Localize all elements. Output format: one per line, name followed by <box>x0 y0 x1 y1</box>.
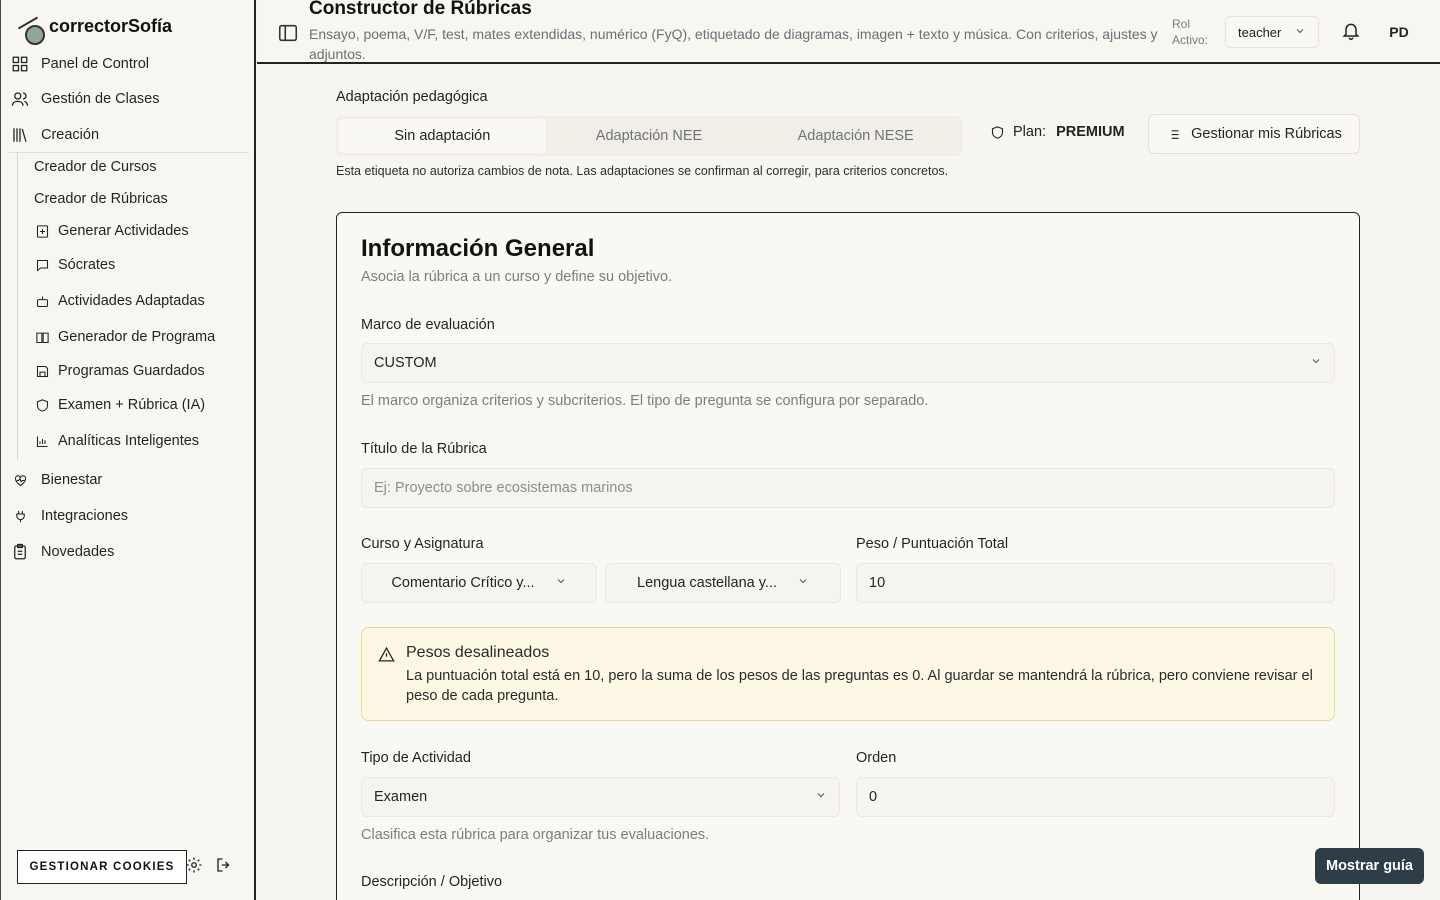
sidebar-item-wellbeing[interactable] <box>9 469 102 491</box>
order-input[interactable]: 0 <box>856 777 1335 817</box>
list-icon <box>1166 127 1181 142</box>
sidebar-item-label: Gestión de Clases <box>41 91 160 107</box>
sidebar-item-label: Sócrates <box>58 257 116 273</box>
brand-name: correctorSofía <box>49 15 173 36</box>
sidebar-subitem-saved-programs[interactable] <box>34 363 205 379</box>
rubric-title-input[interactable]: Ej: Proyecto sobre ecosistemas marinos <box>361 468 1335 508</box>
course-subject-label: Curso y Asignatura <box>361 536 484 552</box>
framework-value: CUSTOM <box>374 355 437 371</box>
sidebar-item-label: Generar Actividades <box>58 223 189 239</box>
gear-icon[interactable] <box>183 854 205 876</box>
show-guide-button[interactable]: Mostrar guía <box>1315 848 1424 884</box>
order-label: Orden <box>856 750 897 766</box>
sidebar-item-label: Examen + Rúbrica (IA) <box>58 397 206 413</box>
bar-chart-icon <box>34 433 50 449</box>
sidebar-subitem-analytics[interactable] <box>34 433 199 449</box>
warning-body: La puntuación total está en 10, pero la suma de los pesos de las preguntas es 0. Al guardar se mantendrá la rúbrica, pero conviene revisar el peso de cada pregunta. <box>406 668 1313 704</box>
card-title: Información General <box>361 235 595 262</box>
sidebar-item-dashboard[interactable] <box>9 53 149 75</box>
activity-type-label: Tipo de Actividad <box>361 750 471 766</box>
chevron-down-icon <box>1294 25 1306 40</box>
plan-badge <box>990 124 1125 140</box>
save-icon <box>34 363 50 379</box>
sidebar-subitem-generate-activities[interactable] <box>34 223 189 239</box>
role-label: Rol Activo: <box>1172 17 1209 47</box>
warning-triangle-icon <box>378 646 395 668</box>
general-info-card <box>336 212 1360 900</box>
brand[interactable] <box>15 12 172 46</box>
tab-adaptation-nese[interactable]: Adaptación NESE <box>797 128 914 144</box>
sidebar-item-label: Panel de Control <box>41 56 150 72</box>
sidebar-subitem-adapted-activities[interactable] <box>34 293 205 309</box>
framework-select[interactable] <box>361 343 1335 383</box>
rubric-title-label: Título de la Rúbrica <box>361 441 487 457</box>
manage-rubrics-label: Gestionar mis Rúbricas <box>1191 126 1342 142</box>
plug-icon <box>9 505 31 527</box>
book-icon <box>34 329 50 345</box>
sidebar-subitem-program-generator[interactable] <box>34 329 215 345</box>
sidebar-item-label: Actividades Adaptadas <box>58 293 205 309</box>
chevron-down-icon <box>555 575 567 591</box>
brand-logo-icon <box>15 12 45 46</box>
logout-icon[interactable] <box>213 854 235 876</box>
role-value: teacher <box>1238 24 1282 40</box>
activity-hint: Clasifica esta rúbrica para organizar tus evaluaciones. <box>361 827 710 843</box>
sidebar-subitem-exam-rubric-ai[interactable] <box>34 397 205 413</box>
subject-select[interactable] <box>605 563 841 603</box>
sidebar-subitem-socrates[interactable] <box>34 257 115 273</box>
subject-value: Lengua castellana y... <box>637 575 777 591</box>
dashboard-icon <box>9 53 31 75</box>
page-title: Constructor de Rúbricas <box>309 0 532 19</box>
weight-input[interactable]: 10 <box>856 563 1335 603</box>
heart-pulse-icon <box>9 469 31 491</box>
avatar[interactable]: PD <box>1389 24 1409 40</box>
card-subtitle: Asocia la rúbrica a un curso y define su objetivo. <box>361 269 673 285</box>
description-label: Descripción / Objetivo <box>361 874 503 890</box>
submenu-guide-line <box>17 152 18 460</box>
manage-cookies-button[interactable]: GESTIONAR COOKIES <box>17 850 187 884</box>
sidebar-toggle-icon[interactable] <box>277 22 299 44</box>
sidebar <box>0 0 256 900</box>
plan-label: Plan: <box>1013 124 1047 140</box>
chevron-down-icon <box>797 575 809 591</box>
adaptation-segmented-control <box>336 116 962 156</box>
sidebar-item-label: Creador de Cursos <box>34 159 157 175</box>
plan-value: PREMIUM <box>1056 124 1125 140</box>
sidebar-item-label: Programas Guardados <box>58 363 205 379</box>
robot-icon <box>34 293 50 309</box>
sidebar-item-label: Novedades <box>41 544 115 560</box>
sidebar-item-classes[interactable] <box>9 88 159 110</box>
adaptation-label: Adaptación pedagógica <box>336 89 488 105</box>
library-icon <box>9 124 31 146</box>
shield-icon <box>990 125 1005 140</box>
sidebar-item-news[interactable] <box>9 541 114 563</box>
chevron-down-icon <box>815 789 827 805</box>
sidebar-item-label: Creador de Rúbricas <box>34 191 168 207</box>
message-icon <box>34 257 50 273</box>
role-select[interactable] <box>1225 16 1319 48</box>
warning-title: Pesos desalineados <box>406 644 550 661</box>
sidebar-item-integrations[interactable] <box>9 505 128 527</box>
tab-adaptation-nee[interactable]: Adaptación NEE <box>595 128 703 144</box>
shield-icon <box>34 397 50 413</box>
sidebar-item-label: Creación <box>41 127 100 143</box>
weights-warning <box>361 627 1335 721</box>
framework-label: Marco de evaluación <box>361 317 495 333</box>
course-select[interactable] <box>361 563 597 603</box>
course-value: Comentario Crítico y... <box>391 575 535 591</box>
chevron-down-icon <box>1310 355 1322 371</box>
page-subtitle: Ensayo, poema, V/F, test, mates extendidas, numérico (FyQ), etiquetado de diagramas, imagen + texto y música. Con criterios, ajustes y adjuntos. <box>309 26 1158 62</box>
sidebar-item-label: Integraciones <box>41 508 129 524</box>
weight-label: Peso / Puntuación Total <box>856 536 1009 552</box>
activity-type-value: Examen <box>374 789 428 805</box>
top-header <box>257 0 1440 64</box>
activity-type-select[interactable] <box>361 777 840 817</box>
clipboard-icon <box>9 541 31 563</box>
divider <box>9 152 249 153</box>
tab-no-adaptation[interactable]: Sin adaptación <box>339 119 546 153</box>
adaptation-note: Esta etiqueta no autoriza cambios de nota. Las adaptaciones se confirman al corregir, para criterios concretos. <box>336 164 949 178</box>
file-plus-icon <box>34 223 50 239</box>
sidebar-item-label: Generador de Programa <box>58 329 216 345</box>
users-icon <box>9 88 31 110</box>
sidebar-item-label: Bienestar <box>41 472 103 488</box>
sidebar-item-label: Analíticas Inteligentes <box>58 433 200 449</box>
framework-hint: El marco organiza criterios y subcriterios. El tipo de pregunta se configura por separado. <box>361 393 929 409</box>
manage-rubrics-button[interactable] <box>1148 114 1360 154</box>
sidebar-item-creation[interactable] <box>9 124 99 146</box>
bell-icon[interactable] <box>1341 21 1361 46</box>
sidebar-subitem-rubric-creator[interactable] <box>34 191 168 207</box>
sidebar-subitem-course-creator[interactable] <box>34 159 157 175</box>
